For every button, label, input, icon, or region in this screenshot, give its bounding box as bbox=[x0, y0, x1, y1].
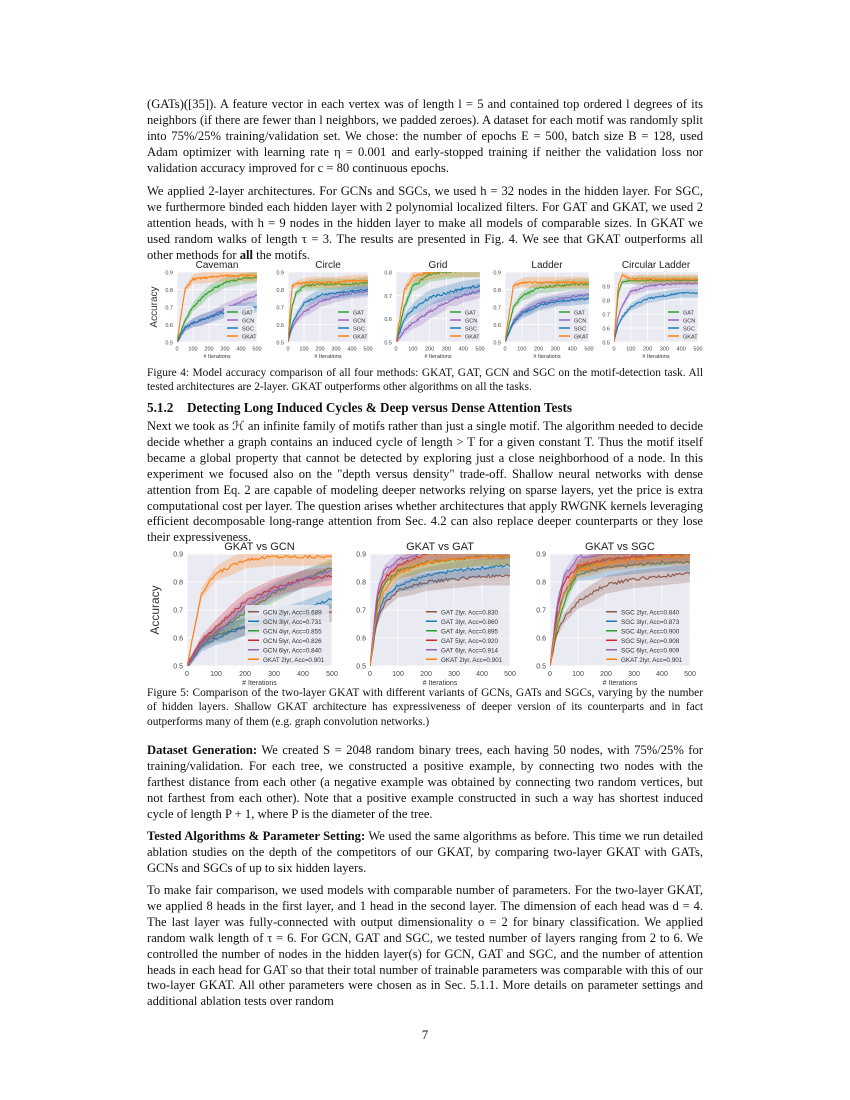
legend-entry: GKAT bbox=[465, 334, 480, 341]
x-tick-label: 200 bbox=[239, 671, 251, 678]
paragraph-text: Next we took as ℋ an infinite family of motifs rather than just a single motif. The algorithm needed to decide decide whether a graph contains an induced cycle of length > T for a given constant T. Thus the motif itself became a global property that cannot be detected by exploring just a close neighborhood of a node. In this experiment we focused also on the "depth versus density" trade-off. Shallow neural networks with dense attention from Eq. 2 are capable of modeling deeper networks relying on sparse layers, yet the price is extra computational cost per layer. The question arises whether architectures that apply RWGNK kernels leveraging efficient decomposable long-range attention from Sec. 4.2 can also replace deeper counterparts or they lose their expressiveness. bbox=[147, 419, 703, 545]
y-tick-label: 0.9 bbox=[276, 270, 284, 277]
x-tick-label: 200 bbox=[600, 671, 612, 678]
paragraph-label: Tested Algorithms & Parameter Setting: bbox=[147, 829, 366, 843]
x-tick-label: 300 bbox=[628, 671, 640, 678]
section-title: Detecting Long Induced Cycles & Deep versus Dense Attention Tests bbox=[187, 400, 572, 415]
y-tick-label: 0.8 bbox=[384, 270, 392, 277]
chart-title: GKAT vs SGC bbox=[585, 541, 655, 553]
chart-gkat-vs-gcn bbox=[148, 541, 338, 687]
x-tick-label: 100 bbox=[408, 346, 418, 353]
legend-entry: GAT bbox=[574, 310, 585, 317]
y-tick-label: 0.5 bbox=[276, 340, 284, 347]
x-tick-label: 400 bbox=[236, 346, 246, 353]
x-tick-label: 500 bbox=[693, 346, 703, 353]
legend-entry: SGC bbox=[353, 326, 365, 333]
x-tick-label: 0 bbox=[175, 346, 179, 353]
chart-circle bbox=[276, 260, 372, 360]
y-tick-label: 0.7 bbox=[276, 305, 284, 312]
x-tick-label: 300 bbox=[331, 346, 341, 353]
legend-entry: SGC 3lyr, Acc=0.873 bbox=[621, 618, 680, 626]
legend-entry: GCN bbox=[353, 318, 366, 325]
chart-title: Ladder bbox=[531, 260, 563, 271]
legend bbox=[556, 306, 589, 340]
paragraph-text-end: the motifs. bbox=[252, 247, 311, 262]
paragraph-text: (GATs)([35]). A feature vector in each vertex was of length l = 5 and contained top ordered l degrees of its neighbors (if there are fewer than l neighbors, we padded zeroes). A dataset for each motif was randomly split into 75%/25% training/validation set. We chose: the number of epochs E = 500, batch size B = 128, used Adam optimizer with learning rate η = 0.001 and early-stopped training if neither the validation loss nor validation accuracy improved for c = 80 continuous epochs. bbox=[147, 97, 703, 175]
y-tick-label: 0.5 bbox=[493, 340, 501, 347]
legend-entry: GCN bbox=[242, 318, 255, 325]
y-tick-label: 0.5 bbox=[165, 340, 173, 347]
legend bbox=[245, 605, 329, 664]
x-tick-label: 0 bbox=[368, 671, 372, 678]
x-tick-label: 100 bbox=[188, 346, 198, 353]
x-tick-label: 200 bbox=[315, 346, 325, 353]
legend-entry: GKAT bbox=[574, 334, 589, 341]
x-tick-label: 0 bbox=[503, 346, 507, 353]
x-tick-label: 500 bbox=[363, 346, 373, 353]
chart-gkat-vs-sgc bbox=[536, 541, 696, 687]
y-tick-label: 0.5 bbox=[602, 340, 610, 347]
x-tick-label: 500 bbox=[475, 346, 485, 353]
x-tick-label: 100 bbox=[626, 346, 636, 353]
legend-entry: SGC bbox=[465, 326, 477, 333]
x-axis-label: # Iterations bbox=[314, 354, 342, 360]
chart-circular-ladder bbox=[602, 260, 702, 360]
legend-entry: SGC 5lyr, Acc=0.908 bbox=[621, 637, 680, 645]
y-tick-label: 0.6 bbox=[384, 317, 392, 324]
legend-entry: GAT 3lyr, Acc=0.860 bbox=[441, 618, 498, 626]
legend-entry: SGC 6lyr, Acc=0.909 bbox=[621, 647, 680, 655]
legend bbox=[335, 306, 368, 340]
y-axis-label: Accuracy bbox=[149, 286, 160, 328]
x-tick-label: 400 bbox=[476, 671, 488, 678]
section-heading bbox=[147, 400, 572, 416]
x-tick-label: 300 bbox=[659, 346, 669, 353]
page-number: 7 bbox=[421, 1028, 429, 1042]
y-tick-label: 0.9 bbox=[536, 551, 546, 559]
figure-5 bbox=[140, 538, 720, 686]
x-axis-label: # Iterations bbox=[422, 680, 458, 687]
legend-entry: SGC 2lyr, Acc=0.840 bbox=[621, 609, 680, 617]
y-tick-label: 0.9 bbox=[173, 551, 183, 559]
y-tick-label: 0.8 bbox=[602, 298, 610, 305]
y-tick-label: 0.7 bbox=[384, 293, 392, 300]
legend-entry: GKAT 2lyr, Acc=0.901 bbox=[621, 656, 683, 664]
figure-5-charts bbox=[140, 538, 720, 686]
chart-caveman bbox=[149, 260, 262, 360]
x-tick-label: 200 bbox=[425, 346, 435, 353]
paragraph-intro bbox=[147, 97, 703, 177]
x-tick-label: 500 bbox=[684, 671, 696, 678]
chart-title: Circular Ladder bbox=[621, 260, 691, 271]
y-tick-label: 0.6 bbox=[536, 635, 546, 643]
figure-4 bbox=[140, 260, 720, 368]
x-tick-label: 500 bbox=[504, 671, 516, 678]
paragraph-text: We created S = 2048 random binary trees, each having 50 nodes, with 75%/25% for training/validation. For each tree, we constructed a positive example, by connecting two nodes with the farthest distance from each other (a negative example was obtained by connecting two random vertices, but not farthest from each other). Note that a positive example constructed in such a way has shortest induced cycle of length P + 1, where P is the diameter of the tree. bbox=[147, 743, 703, 821]
x-tick-label: 100 bbox=[299, 346, 309, 353]
x-tick-label: 300 bbox=[268, 671, 280, 678]
y-tick-label: 0.8 bbox=[173, 579, 183, 587]
x-axis-label: # Iterations bbox=[203, 354, 231, 360]
legend-entry: GCN 5lyr, Acc=0.826 bbox=[263, 637, 322, 645]
y-tick-label: 0.7 bbox=[493, 305, 501, 312]
paragraph-text: To make fair comparison, we used models with comparable number of parameters. For the two-layer GKAT, we applied 8 heads in the first layer, and 1 head in the second layer. The dimension of each head was d = 4. The last layer was fully-connected with output dimensionality o = 2 for binary classification. We applied random walk length of τ = 6. For GCN, GAT and SGC, we tested number of layers ranging from 2 to 6. We controlled the number of nodes in the hidden layer(s) for GCN, GAT and SGC, and the number of attention heads in each head for GAT so that their total number of trainable parameters was comparable with this of our two-layer GKAT. All other parameters were chosen as in Sec. 5.1.1. More details on parameter settings and additional ablation tests over random bbox=[147, 883, 703, 1009]
x-tick-label: 200 bbox=[204, 346, 214, 353]
x-tick-label: 400 bbox=[567, 346, 577, 353]
legend-entry: GCN 2lyr, Acc=0.689 bbox=[263, 609, 322, 617]
legend-entry: GCN bbox=[574, 318, 587, 325]
legend-entry: GKAT bbox=[353, 334, 368, 341]
x-tick-label: 200 bbox=[643, 346, 653, 353]
x-tick-label: 500 bbox=[584, 346, 594, 353]
legend-entry: GAT 5lyr, Acc=0.920 bbox=[441, 637, 498, 645]
x-tick-label: 0 bbox=[612, 346, 616, 353]
x-tick-label: 100 bbox=[392, 671, 404, 678]
legend-entry: GAT 4lyr, Acc=0.895 bbox=[441, 628, 498, 636]
legend-entry: SGC bbox=[574, 326, 586, 333]
legend bbox=[224, 306, 257, 340]
x-tick-label: 400 bbox=[676, 346, 686, 353]
chart-title: Caveman bbox=[195, 260, 239, 271]
legend-entry: GCN 3lyr, Acc=0.731 bbox=[263, 618, 322, 626]
legend-entry: GAT 2lyr, Acc=0.830 bbox=[441, 609, 498, 617]
x-tick-label: 0 bbox=[394, 346, 398, 353]
x-tick-label: 500 bbox=[326, 671, 338, 678]
x-tick-label: 0 bbox=[286, 346, 290, 353]
figure-5-caption: Figure 5: Comparison of the two-layer GKAT with different variants of GCNs, GATs and SGCs, varying by the number of hidden layers. Shallow GKAT architecture has expressiveness of deeper version of its counterparts and in fact outperforms many of them (e.g. graph convolution networks.) bbox=[147, 687, 703, 728]
y-tick-label: 0.6 bbox=[602, 326, 610, 333]
x-tick-label: 400 bbox=[347, 346, 357, 353]
y-axis-label: Accuracy bbox=[148, 585, 162, 635]
x-tick-label: 300 bbox=[220, 346, 230, 353]
x-axis-label: # Iterations bbox=[424, 354, 452, 360]
figure-4-charts bbox=[140, 260, 720, 368]
x-tick-label: 400 bbox=[458, 346, 468, 353]
y-tick-label: 0.7 bbox=[173, 607, 183, 615]
chart-ladder bbox=[493, 260, 593, 360]
x-tick-label: 200 bbox=[420, 671, 432, 678]
y-tick-label: 0.8 bbox=[165, 288, 173, 294]
x-tick-label: 100 bbox=[210, 671, 222, 678]
figure-4-caption: Figure 4: Model accuracy comparison of all four methods: GKAT, GAT, GCN and SGC on the motif-detection task. All tested architectures are 2-layer. GKAT outperforms other algorithms on all the tasks. bbox=[147, 367, 703, 394]
chart-gkat-vs-gat bbox=[356, 539, 516, 687]
legend-entry: GCN 6lyr, Acc=0.840 bbox=[263, 647, 322, 655]
x-tick-label: 100 bbox=[517, 346, 527, 353]
y-tick-label: 0.8 bbox=[276, 288, 284, 294]
y-tick-label: 0.6 bbox=[276, 323, 284, 329]
y-tick-label: 0.6 bbox=[173, 635, 183, 643]
y-tick-label: 0.7 bbox=[165, 305, 173, 312]
section-number: 5.1.2 bbox=[147, 400, 174, 415]
y-tick-label: 0.8 bbox=[536, 579, 546, 587]
y-tick-label: 0.6 bbox=[356, 635, 366, 643]
legend bbox=[423, 605, 507, 664]
y-tick-label: 0.7 bbox=[536, 607, 546, 615]
x-axis-label: # Iterations bbox=[642, 354, 670, 360]
paragraph-label: Dataset Generation: bbox=[147, 743, 258, 757]
x-axis-label: # Iterations bbox=[533, 354, 561, 360]
paragraph-text: We applied 2-layer architectures. For GCNs and SGCs, we used h = 32 nodes in the hidden layer. For SGC, we furthermore binded each hidden layer with 2 polynomial localized filters. For GAT and GKAT, we used 2 attention heads, with h = 9 nodes in the hidden layer to make all models of comparable sizes. In GKAT we used random walks of length τ = 3. The results are presented in Fig. 4. We see that GKAT outperforms all other methods for bbox=[147, 184, 703, 262]
bold-emphasis: all bbox=[239, 247, 253, 262]
legend-entry: GKAT bbox=[683, 334, 698, 341]
x-tick-label: 0 bbox=[185, 671, 189, 678]
legend-entry: GKAT 2lyr, Acc=0.901 bbox=[441, 656, 503, 664]
paragraph-tested-algorithms bbox=[147, 829, 703, 877]
legend-entry: GAT bbox=[465, 310, 476, 317]
y-tick-label: 0.6 bbox=[493, 323, 501, 329]
legend-entry: SGC bbox=[683, 326, 695, 333]
legend-entry: GCN 4lyr, Acc=0.855 bbox=[263, 628, 322, 636]
legend bbox=[447, 306, 480, 340]
x-tick-label: 400 bbox=[656, 671, 668, 678]
legend-entry: GKAT bbox=[242, 334, 257, 341]
y-tick-label: 0.5 bbox=[173, 663, 183, 671]
y-tick-label: 0.8 bbox=[356, 579, 366, 587]
y-tick-label: 0.9 bbox=[356, 551, 366, 559]
chart-grid bbox=[384, 260, 484, 360]
paragraph-text: We used the same algorithms as before. This time we run detailed ablation studies on the depth of the competitors of our GKAT, by comparing two-layer GKAT with GATs, GCNs and SGCs of up to six hidden layers. bbox=[147, 829, 703, 875]
y-tick-label: 0.5 bbox=[384, 340, 392, 347]
x-tick-label: 300 bbox=[441, 346, 451, 353]
legend-entry: GAT 6lyr, Acc=0.914 bbox=[441, 647, 498, 655]
x-tick-label: 300 bbox=[448, 671, 460, 678]
legend-entry: GAT bbox=[683, 310, 694, 317]
y-tick-label: 0.9 bbox=[493, 270, 501, 277]
legend-entry: GKAT 2lyr, Acc=0.901 bbox=[263, 656, 325, 664]
x-tick-label: 200 bbox=[534, 346, 544, 353]
legend-entry: SGC bbox=[242, 326, 254, 333]
paragraph-architectures bbox=[147, 184, 703, 264]
legend bbox=[603, 605, 687, 664]
legend-entry: GAT bbox=[353, 310, 364, 317]
legend-entry: SGC 4lyr, Acc=0.900 bbox=[621, 628, 680, 636]
legend-entry: GCN bbox=[683, 318, 696, 325]
x-tick-label: 300 bbox=[550, 346, 560, 353]
y-tick-label: 0.8 bbox=[493, 288, 501, 294]
chart-title: GKAT vs GCN bbox=[224, 541, 295, 553]
legend-entry: GAT bbox=[242, 310, 253, 317]
x-tick-label: 400 bbox=[297, 671, 309, 678]
y-tick-label: 0.7 bbox=[356, 607, 366, 615]
x-axis-label: # Iterations bbox=[242, 680, 277, 687]
x-tick-label: 100 bbox=[572, 671, 584, 678]
paragraph-dataset-generation bbox=[147, 743, 703, 823]
x-tick-label: 500 bbox=[252, 346, 262, 353]
y-tick-label: 0.6 bbox=[165, 323, 173, 329]
paragraph-fair-comparison bbox=[147, 883, 703, 1010]
legend bbox=[665, 306, 698, 340]
y-tick-label: 0.5 bbox=[356, 663, 366, 671]
x-tick-label: 0 bbox=[548, 671, 552, 678]
y-tick-label: 0.5 bbox=[536, 663, 546, 671]
y-tick-label: 0.9 bbox=[602, 284, 610, 291]
y-tick-label: 0.9 bbox=[165, 270, 173, 277]
x-axis-label: # Iterations bbox=[602, 680, 638, 687]
paragraph-induced-cycles bbox=[147, 419, 703, 546]
chart-title: GKAT vs GAT bbox=[406, 541, 474, 553]
chart-title: Circle bbox=[315, 260, 341, 271]
chart-title: Grid bbox=[428, 260, 448, 271]
y-tick-label: 0.7 bbox=[602, 312, 610, 319]
legend-entry: GCN bbox=[465, 318, 478, 325]
